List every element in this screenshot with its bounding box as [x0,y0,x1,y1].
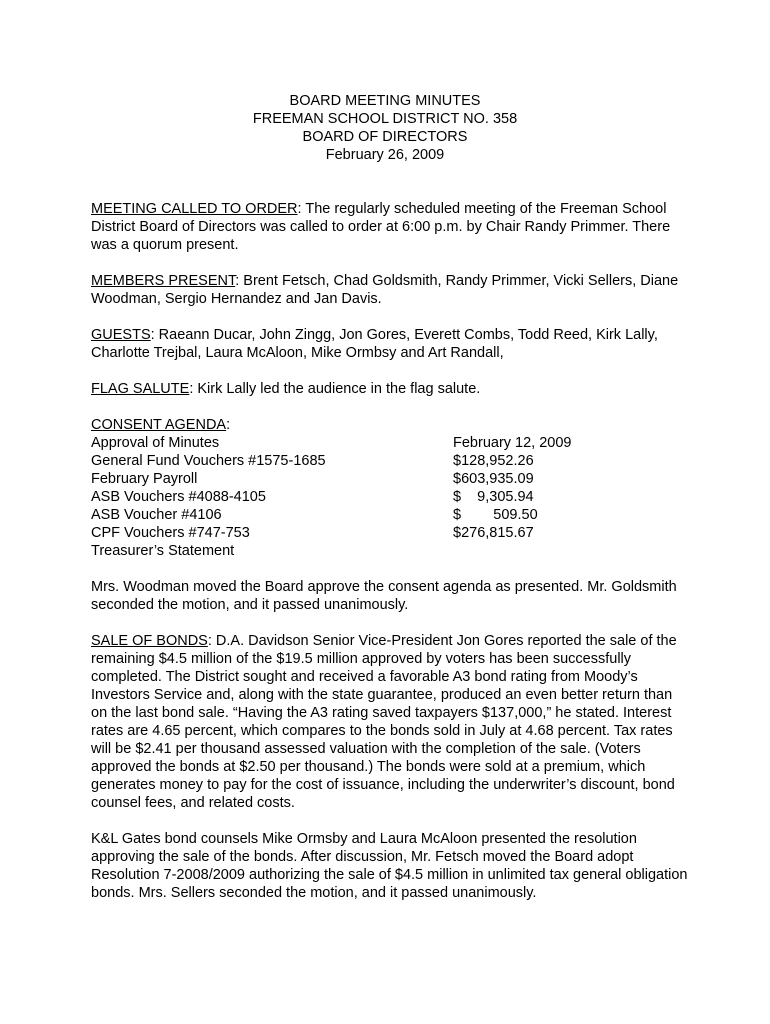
consent-row [91,542,691,560]
board-name: BOARD OF DIRECTORS [302,129,468,145]
consent-item: Treasurer’s Statement [91,543,235,559]
bond-resolution: K&L Gates bond counsels Mike Ormsby and Laura McAloon presented the resolution approving the sale of the bonds. After discussion, Mr. Fetsch moved the Board adopt Resolution 7-2008/2009 authorizing the sale of $4.5 million in unlimited tax general obligation bonds. Mrs. Sellers seconded the motion, and it passed unanimously. [91,831,688,901]
section-sale-of-bonds [91,632,691,812]
consent-item: CPF Vouchers #747-753 [91,525,250,541]
district-name: FREEMAN SCHOOL DISTRICT NO. 358 [252,111,518,127]
consent-item: ASB Vouchers #4088-4105 [91,489,266,505]
consent-value: $ 9,305.94 [453,489,534,505]
section-label: MEMBERS PRESENT [91,273,236,289]
consent-row [91,488,691,506]
section-text: : Kirk Lally led the audience in the flag salute. [189,381,481,397]
section-text: : Raeann Ducar, John Zingg, Jon Gores, Everett Combs, Todd Reed, Kirk Lally, Charlotte Trejbal, Laura McAloon, Mike Ormbsy and Art Randall, [91,327,658,361]
consent-row [91,506,691,524]
section-text: : Brent Fetsch, Chad Goldsmith, Randy Primmer, Vicki Sellers, Diane Woodman, Sergio Hernandez and Jan Davis. [91,273,679,307]
consent-value: $603,935.09 [453,471,534,487]
section-called-to-order [91,200,691,254]
section-text: : The regularly scheduled meeting of the Freeman School District Board of Directors was called to order at 6:00 p.m. by Chair Randy Primmer. There was a quorum present. [91,201,671,253]
section-label: SALE OF BONDS [91,633,208,649]
section-label: FLAG SALUTE [91,381,190,397]
consent-value: $128,952.26 [453,453,534,469]
section-label-suffix: : [226,417,231,433]
consent-value: $276,815.67 [453,525,534,541]
consent-row [91,524,691,542]
section-text: : D.A. Davidson Senior Vice-President Jon Gores reported the sale of the remaining $4.5 million of the $19.5 million approved by voters has been successfully completed. The District sought and received a favorable A3 bond rating from Moody’s Investors Service and, along with the state guarantee, produced an even better return than on the last bond sale. “Having the A3 rating saved taxpayers $137,000,” he stated. Interest rates are 4.65 percent, which compares to the bonds sold in July at 4.68 percent. Tax rates will be $2.41 per thousand assessed valuation with the completion of the sale. (Voters approved the bonds at $2.50 per thousand.) The bonds were sold at a premium, which generates money to pay for the cost of issuance, including the underwriter’s discount, bond counsel fees, and related costs. [91,633,677,811]
consent-item: February Payroll [91,471,198,487]
section-consent-agenda [91,416,691,560]
consent-value: February 12, 2009 [453,435,572,451]
consent-row [91,434,691,452]
consent-item: General Fund Vouchers #1575-1685 [91,453,326,469]
consent-row [91,452,691,470]
section-members-present [91,272,691,308]
consent-item: Approval of Minutes [91,435,220,451]
consent-item: ASB Voucher #4106 [91,507,222,523]
consent-value: $ 509.50 [453,507,538,523]
consent-heading [91,416,691,434]
minutes-body [91,200,691,920]
consent-row [91,470,691,488]
section-label: MEETING CALLED TO ORDER [91,201,298,217]
consent-motion: Mrs. Woodman moved the Board approve the consent agenda as presented. Mr. Goldsmith seconded the motion, and it passed unanimously. [91,579,677,613]
section-guests [91,326,691,362]
section-label: GUESTS [91,327,151,343]
section-label: CONSENT AGENDA [91,417,227,433]
meeting-date: February 26, 2009 [325,147,445,163]
document-title: BOARD MEETING MINUTES [289,93,481,109]
section-flag-salute [91,380,691,398]
document-header [0,92,770,164]
